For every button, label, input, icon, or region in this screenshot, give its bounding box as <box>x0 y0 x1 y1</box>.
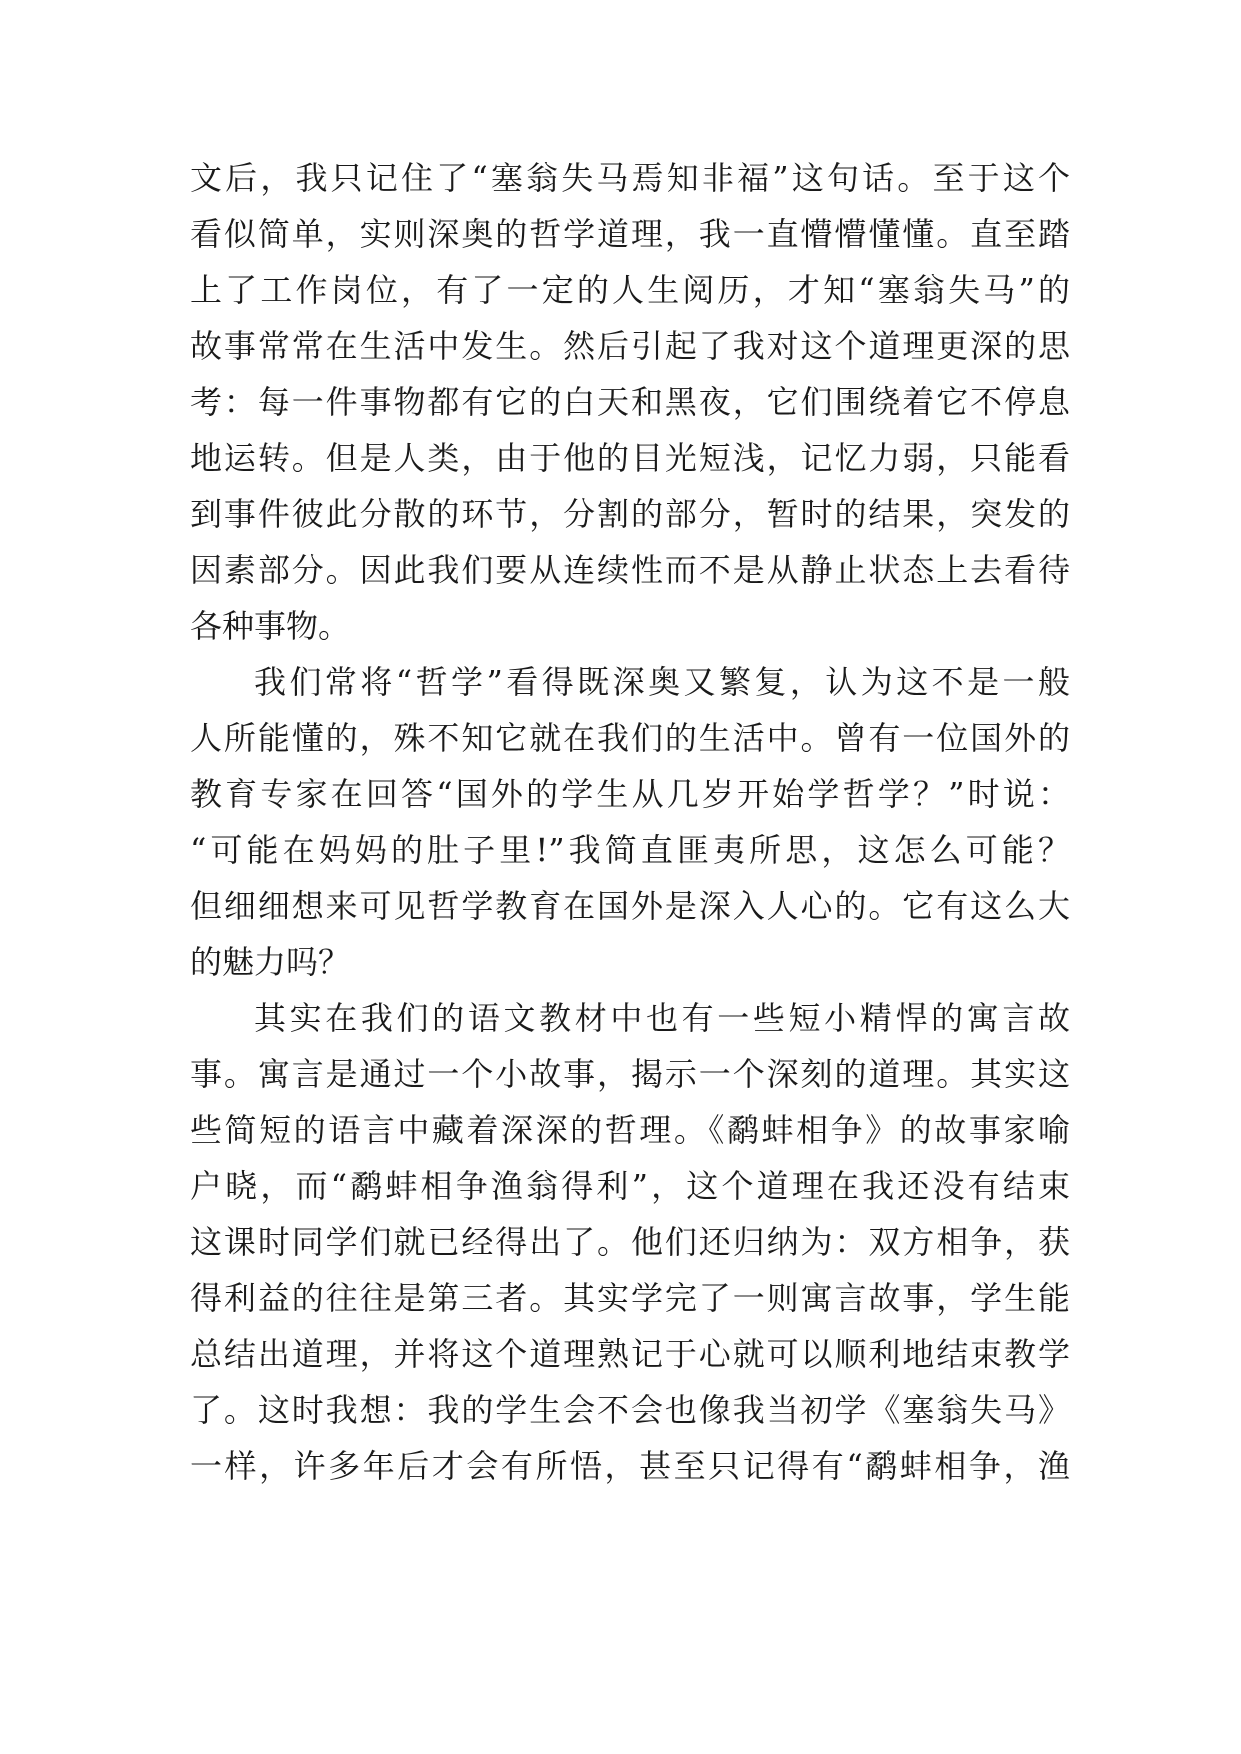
text-line: 人所能懂的，殊不知它就在我们的生活中。曾有一位国外的 <box>190 719 1070 757</box>
text-line: 了。这时我想：我的学生会不会也像我当初学《塞翁失马》 <box>190 1391 1070 1429</box>
text-line: 一样，许多年后才会有所悟，甚至只记得有“鹬蚌相争，渔 <box>190 1447 1070 1485</box>
text-line: 故事常常在生活中发生。然后引起了我对这个道理更深的思 <box>190 327 1070 365</box>
text-line: 文后，我只记住了“塞翁失马焉知非福”这句话。至于这个 <box>190 159 1070 197</box>
text-line: 得利益的往往是第三者。其实学完了一则寓言故事，学生能 <box>190 1279 1070 1317</box>
document-body <box>190 150 1070 1494</box>
text-line: 我们常将“哲学”看得既深奥又繁复，认为这不是一般 <box>254 663 1070 701</box>
text-line: 各种事物。 <box>190 607 351 645</box>
text-line: 些简短的语言中藏着深深的哲理。《鹬蚌相争》的故事家喻 <box>190 1111 1070 1149</box>
text-line: 教育专家在回答“国外的学生从几岁开始学哲学？”时说： <box>190 775 1070 813</box>
text-line: 这课时同学们就已经得出了。他们还归纳为：双方相争，获 <box>190 1223 1070 1261</box>
paragraph-2 <box>190 654 1070 990</box>
text-line: 事。寓言是通过一个小故事，揭示一个深刻的道理。其实这 <box>190 1055 1070 1093</box>
text-line: 其实在我们的语文教材中也有一些短小精悍的寓言故 <box>254 999 1070 1037</box>
text-line: “可能在妈妈的肚子里!”我简直匪夷所思，这怎么可能？ <box>190 831 1070 869</box>
text-line: 但细细想来可见哲学教育在国外是深入人心的。它有这么大 <box>190 887 1070 925</box>
paragraph-1 <box>190 150 1070 654</box>
text-line: 看似简单，实则深奥的哲学道理，我一直懵懵懂懂。直至踏 <box>190 215 1070 253</box>
text-line: 因素部分。因此我们要从连续性而不是从静止状态上去看待 <box>190 551 1070 589</box>
text-line: 的魅力吗？ <box>190 943 351 981</box>
paragraph-3 <box>190 990 1070 1494</box>
text-line: 户晓，而“鹬蚌相争渔翁得利”，这个道理在我还没有结束 <box>190 1167 1070 1205</box>
text-line: 总结出道理，并将这个道理熟记于心就可以顺利地结束教学 <box>190 1335 1070 1373</box>
text-line: 上了工作岗位，有了一定的人生阅历，才知“塞翁失马”的 <box>190 271 1070 309</box>
text-line: 地运转。但是人类，由于他的目光短浅，记忆力弱，只能看 <box>190 439 1070 477</box>
text-line: 到事件彼此分散的环节，分割的部分，暂时的结果，突发的 <box>190 495 1070 533</box>
text-line: 考：每一件事物都有它的白天和黑夜，它们围绕着它不停息 <box>190 383 1070 421</box>
